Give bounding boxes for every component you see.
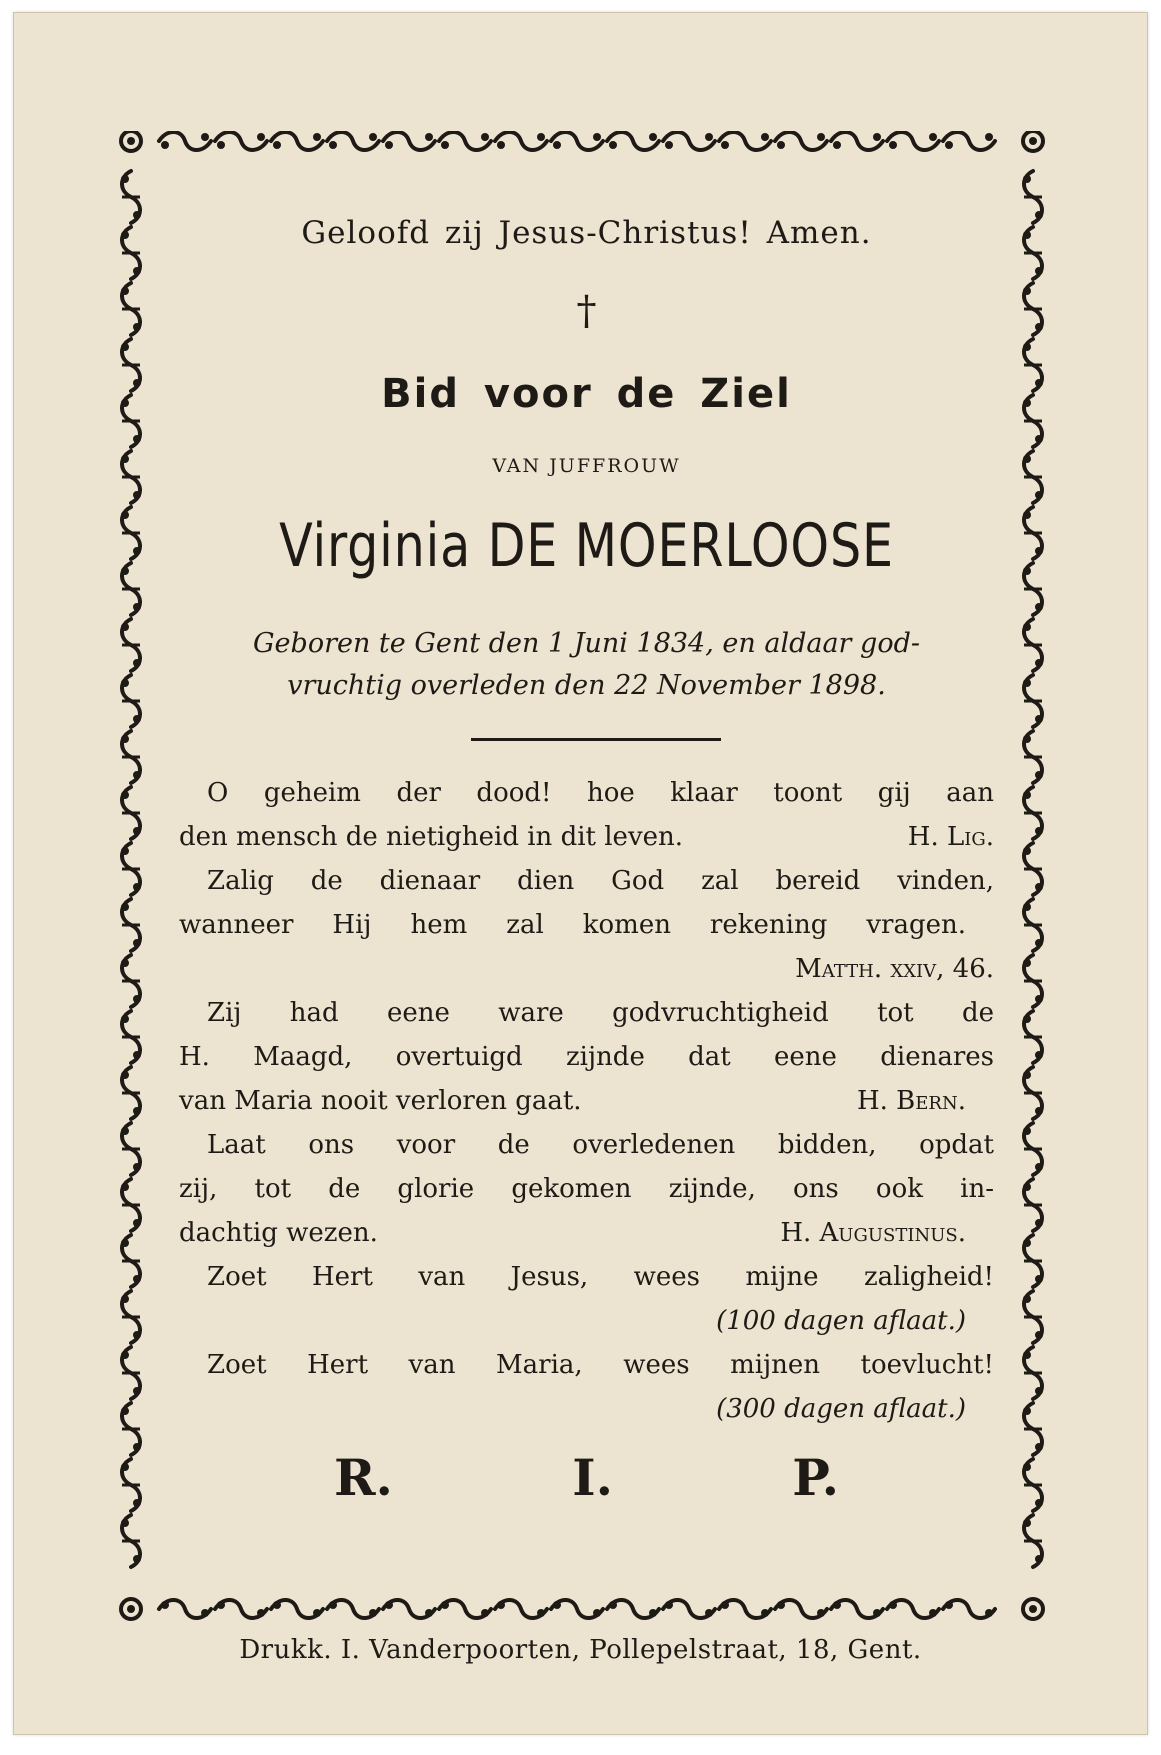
border-ornament xyxy=(121,1183,129,1191)
deceased-name: Virginia DE MOERLOOSE xyxy=(279,511,894,581)
text-line xyxy=(179,1387,994,1431)
text-line xyxy=(179,1299,994,1343)
border-ornament xyxy=(133,267,141,275)
text-line xyxy=(179,1211,994,1255)
border-ornament xyxy=(945,141,953,149)
border-ornament xyxy=(133,547,141,555)
border-ornament xyxy=(1035,883,1043,891)
border-ornament xyxy=(121,1071,129,1079)
border-ornament xyxy=(553,141,561,149)
border-ornament xyxy=(133,1275,141,1283)
border-ornament xyxy=(425,133,433,141)
citation: H. Bern. xyxy=(856,1086,966,1116)
border-ornament xyxy=(873,133,881,141)
border-ornament xyxy=(133,939,141,947)
text-line: zij, tot de glorie gekomen zijnde, ons ook in- xyxy=(179,1174,994,1204)
border-ornament xyxy=(133,659,141,667)
border-ornament xyxy=(1035,1443,1043,1451)
text-line xyxy=(179,1079,994,1123)
border-ornament xyxy=(121,455,129,463)
border-ornament xyxy=(201,133,209,141)
border-ornament xyxy=(121,287,129,295)
citation: H. Lig. xyxy=(907,822,994,852)
border-ornament xyxy=(1035,211,1043,219)
text-line: Zalig de dienaar dien God zal bereid vinden, xyxy=(207,866,994,896)
border-ornament xyxy=(1035,1387,1043,1395)
border-ornament xyxy=(1023,1519,1031,1527)
border-ornament xyxy=(1023,1407,1031,1415)
text-line: Zoet Hert van Jesus, wees mijne zaligheid! xyxy=(207,1262,994,1292)
border-ornament xyxy=(133,603,141,611)
border-ornament xyxy=(133,1051,141,1059)
border-ornament xyxy=(553,1601,561,1609)
border-ornament xyxy=(777,141,785,149)
border-ornament xyxy=(201,1609,209,1617)
border-ornament xyxy=(649,1609,657,1617)
border-ornament xyxy=(889,1601,897,1609)
dates-line-2: vruchtig overleden den 22 November 1898. xyxy=(287,670,886,701)
border-ornament xyxy=(385,1601,393,1609)
border-ornament xyxy=(817,133,825,141)
border-ornament xyxy=(609,141,617,149)
border-ornament xyxy=(497,141,505,149)
border-ornament xyxy=(1023,511,1031,519)
border-ornament xyxy=(665,141,673,149)
border-ornament xyxy=(1035,379,1043,387)
text-line: Zoet Hert van Maria, wees mijnen toevlucht! xyxy=(207,1350,994,1380)
border-ornament xyxy=(121,1127,129,1135)
border-ornament xyxy=(1023,343,1031,351)
border-ornament xyxy=(1035,939,1043,947)
border-ornament xyxy=(127,137,135,145)
border-ornament xyxy=(1023,567,1031,575)
border-ornament xyxy=(441,141,449,149)
border-ornament xyxy=(133,1107,141,1115)
border-ornament xyxy=(1035,1499,1043,1507)
border-ornament xyxy=(761,1609,769,1617)
life-dates xyxy=(179,623,994,707)
text-fragment: dachtig wezen. xyxy=(179,1218,378,1248)
border-ornament xyxy=(133,715,141,723)
border-ornament xyxy=(537,1609,545,1617)
border-ornament xyxy=(1035,771,1043,779)
text-line: H. Maagd, overtuigd zijnde dat eene dienares xyxy=(179,1042,994,1072)
border-ornament xyxy=(133,827,141,835)
border-ornament xyxy=(441,1601,449,1609)
border-ornament xyxy=(313,1609,321,1617)
rip-letter: R. xyxy=(334,1448,393,1507)
border-ornament xyxy=(133,883,141,891)
text-line: wanneer Hij hem zal komen rekening vragen. xyxy=(179,910,966,940)
border-ornament xyxy=(273,141,281,149)
border-ornament xyxy=(929,1609,937,1617)
border-ornament xyxy=(777,1601,785,1609)
border-ornament xyxy=(121,1407,129,1415)
border-ornament xyxy=(929,133,937,141)
border-ornament xyxy=(369,133,377,141)
border-ornament xyxy=(273,1601,281,1609)
border-ornament xyxy=(133,995,141,1003)
border-ornament xyxy=(1035,659,1043,667)
border-ornament xyxy=(121,847,129,855)
border-ornament xyxy=(1023,1071,1031,1079)
border-ornament xyxy=(761,133,769,141)
indulgence-note: (300 dagen aflaat.) xyxy=(716,1394,966,1424)
border-ornament xyxy=(721,1601,729,1609)
border-ornament xyxy=(329,1601,337,1609)
indulgence-note: (100 dagen aflaat.) xyxy=(716,1306,966,1336)
border-ornament xyxy=(593,133,601,141)
border-ornament xyxy=(1023,735,1031,743)
border-ornament xyxy=(121,959,129,967)
border-ornament xyxy=(369,1609,377,1617)
border-ornament xyxy=(121,231,129,239)
text-fragment: van Maria nooit verloren gaat. xyxy=(179,1086,582,1116)
border-ornament xyxy=(121,343,129,351)
border-ornament xyxy=(313,133,321,141)
border-ornament xyxy=(121,623,129,631)
prayer-title: Bid voor de Ziel xyxy=(381,371,792,417)
border-ornament xyxy=(649,133,657,141)
border-ornament xyxy=(1023,1015,1031,1023)
border-ornament xyxy=(121,1463,129,1471)
border-ornament xyxy=(1035,267,1043,275)
rip-letter: I. xyxy=(572,1448,614,1507)
border-ornament xyxy=(481,1609,489,1617)
border-ornament xyxy=(133,1387,141,1395)
text-fragment: den mensch de nietigheid in dit leven. xyxy=(179,822,684,852)
border-ornament xyxy=(121,511,129,519)
border-ornament xyxy=(873,1609,881,1617)
border-ornament xyxy=(1035,1051,1043,1059)
border-ornament xyxy=(721,141,729,149)
citation: H. Augustinus. xyxy=(780,1218,966,1248)
border-ornament xyxy=(1023,399,1031,407)
border-ornament xyxy=(121,679,129,687)
border-ornament xyxy=(1023,1239,1031,1247)
border-ornament xyxy=(1023,1351,1031,1359)
border-ornament xyxy=(161,141,169,149)
name-prefix: VAN JUFFROUW xyxy=(492,455,681,477)
rip-inscription xyxy=(179,1448,994,1507)
border-ornament xyxy=(1035,1163,1043,1171)
border-ornament xyxy=(1023,623,1031,631)
border-ornament xyxy=(1023,175,1031,183)
border-ornament xyxy=(817,1609,825,1617)
border-ornament xyxy=(705,133,713,141)
border-ornament xyxy=(705,1609,713,1617)
border-ornament xyxy=(121,1295,129,1303)
border-ornament xyxy=(593,1609,601,1617)
border-ornament xyxy=(1023,791,1031,799)
border-ornament xyxy=(133,491,141,499)
border-ornament xyxy=(1035,1219,1043,1227)
border-ornament xyxy=(985,1609,993,1617)
border-ornament xyxy=(1035,323,1043,331)
border-ornament xyxy=(1029,137,1037,145)
border-ornament xyxy=(385,141,393,149)
border-ornament xyxy=(121,735,129,743)
border-ornament xyxy=(133,211,141,219)
citation: Matth. xxiv, 46. xyxy=(795,954,994,984)
prayer-text xyxy=(179,771,994,1431)
text-line: Laat ons voor de overledenen bidden, opdat xyxy=(207,1130,994,1160)
border-ornament xyxy=(1035,827,1043,835)
border-ornament xyxy=(217,1601,225,1609)
border-ornament xyxy=(133,1163,141,1171)
border-ornament xyxy=(133,323,141,331)
border-ornament xyxy=(1035,1331,1043,1339)
header-invocation: Geloofd zij Jesus-Christus! Amen. xyxy=(301,215,872,251)
border-ornament xyxy=(833,1601,841,1609)
text-line: O geheim der dood! hoe klaar toont gij aan xyxy=(207,778,994,808)
border-ornament xyxy=(133,1219,141,1227)
border-ornament xyxy=(1023,679,1031,687)
border-ornament xyxy=(161,1601,169,1609)
border-ornament xyxy=(121,1351,129,1359)
border-ornament xyxy=(1023,1463,1031,1471)
memorial-card xyxy=(13,12,1148,1735)
border-ornament xyxy=(425,1609,433,1617)
border-ornament xyxy=(121,1519,129,1527)
dates-line-1: Geboren te Gent den 1 Juni 1834, en aldaar god- xyxy=(252,628,920,659)
border-ornament xyxy=(833,141,841,149)
border-ornament xyxy=(121,791,129,799)
border-ornament xyxy=(121,175,129,183)
border-ornament xyxy=(537,133,545,141)
border-ornament xyxy=(121,1239,129,1247)
border-ornament xyxy=(889,141,897,149)
border-ornament xyxy=(945,1601,953,1609)
border-ornament xyxy=(121,399,129,407)
border-ornament xyxy=(121,567,129,575)
border-ornament xyxy=(257,1609,265,1617)
border-ornament xyxy=(121,903,129,911)
border-ornament xyxy=(1023,903,1031,911)
text-line xyxy=(179,947,994,991)
border-ornament xyxy=(133,1443,141,1451)
border-ornament xyxy=(1035,435,1043,443)
border-ornament xyxy=(481,133,489,141)
text-line xyxy=(179,815,994,859)
border-ornament xyxy=(127,1605,135,1613)
border-ornament xyxy=(665,1601,673,1609)
border-ornament xyxy=(257,133,265,141)
border-ornament xyxy=(1023,1127,1031,1135)
border-ornament xyxy=(1023,959,1031,967)
text-line: Zij had eene ware godvruchtigheid tot de xyxy=(207,998,994,1028)
border-ornament xyxy=(497,1601,505,1609)
border-ornament xyxy=(217,141,225,149)
border-ornament xyxy=(133,1331,141,1339)
border-ornament xyxy=(1035,715,1043,723)
border-ornament xyxy=(1023,455,1031,463)
border-ornament xyxy=(1035,1555,1043,1563)
border-ornament xyxy=(133,1499,141,1507)
border-ornament xyxy=(133,1555,141,1563)
border-ornament xyxy=(1029,1605,1037,1613)
border-ornament xyxy=(609,1601,617,1609)
border-ornament xyxy=(1023,1295,1031,1303)
border-ornament xyxy=(1023,847,1031,855)
border-ornament xyxy=(1023,231,1031,239)
divider-rule xyxy=(471,738,721,741)
border-ornament xyxy=(1035,995,1043,1003)
border-ornament xyxy=(133,435,141,443)
rip-letter: P. xyxy=(792,1448,839,1507)
border-ornament xyxy=(121,1015,129,1023)
border-ornament xyxy=(985,133,993,141)
cross-icon: † xyxy=(576,288,597,334)
border-ornament xyxy=(329,141,337,149)
border-ornament xyxy=(1035,603,1043,611)
border-ornament xyxy=(1023,287,1031,295)
printer-imprint: Drukk. I. Vanderpoorten, Pollepelstraat, 18, Gent. xyxy=(239,1635,922,1665)
border-ornament xyxy=(1023,1183,1031,1191)
border-ornament xyxy=(133,379,141,387)
border-ornament xyxy=(1035,1107,1043,1115)
border-ornament xyxy=(1035,491,1043,499)
border-ornament xyxy=(1035,1275,1043,1283)
border-ornament xyxy=(133,771,141,779)
border-ornament xyxy=(1035,547,1043,555)
